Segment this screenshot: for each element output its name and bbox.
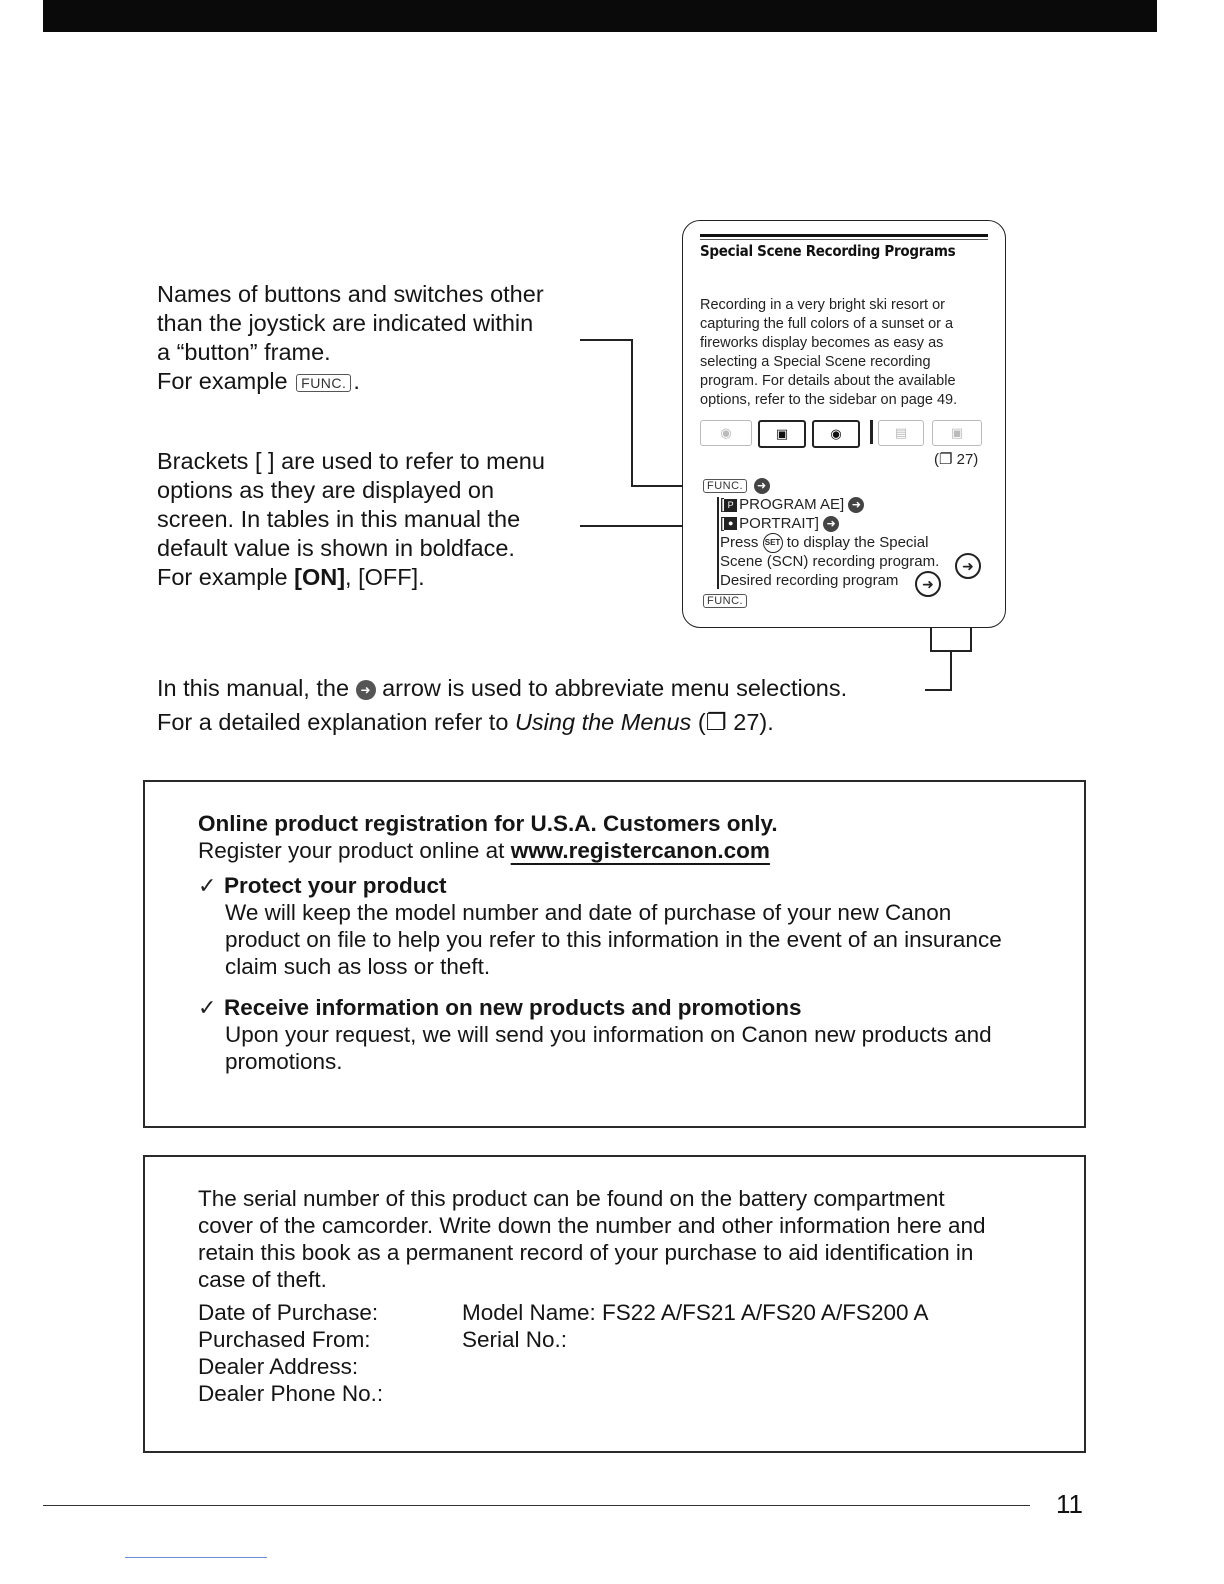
panel-body-line: capturing the full colors of a sunset or a	[700, 316, 954, 332]
func-button-example: FUNC.	[296, 374, 351, 392]
step-program-ae: [ P PROGRAM AE] ➜	[720, 496, 939, 515]
text-line: cover of the camcorder. Write down the number and other information here and	[198, 1213, 986, 1238]
model-name-field: Model Name: FS22 A/FS21 A/FS20 A/FS200 A	[462, 1300, 929, 1325]
playback-photo-icon: ▣	[932, 420, 982, 446]
text-line: case of theft.	[198, 1267, 327, 1292]
next-arrow-icon: ➜	[848, 497, 864, 513]
movie-mode-icon: ▣	[758, 420, 806, 448]
promotions-item: ✓ Receive information on new products and promotions	[198, 995, 802, 1020]
panel-func-end	[701, 592, 749, 610]
text-line: We will keep the model number and date of purchase of your new Canon	[225, 900, 952, 925]
camera-mode-icon: ◉	[812, 420, 860, 448]
page-number: 11	[1056, 1489, 1083, 1519]
registration-heading: Online product registration for U.S.A. Customers only.	[198, 811, 778, 836]
text-line: than the joystick are indicated within	[157, 310, 534, 336]
func-button: FUNC.	[703, 594, 747, 608]
text-line: For example FUNC. .	[157, 368, 360, 394]
bracket-explanation	[157, 447, 587, 592]
text-line: options as they are displayed on	[157, 477, 495, 503]
text-line: a “button” frame.	[157, 339, 331, 365]
auto-mode-icon: ◉	[700, 420, 752, 446]
text-line: For example [ON], [OFF].	[157, 564, 425, 590]
text-line: The serial number of this product can be found on the battery compartment	[198, 1186, 945, 1211]
promotions-text	[198, 1021, 1058, 1075]
record-fields-right	[462, 1299, 1022, 1353]
text-line: screen. In tables in this manual the	[157, 506, 521, 532]
text-line: Upon your request, we will send you information on Canon new products and	[225, 1022, 992, 1047]
circled-arrow-icon: ➜	[955, 553, 981, 579]
step-desired: Desired recording program	[720, 571, 899, 589]
registration-content	[198, 810, 1058, 1075]
protect-item: ✓ Protect your product	[198, 873, 447, 898]
check-icon: ✓	[198, 995, 217, 1020]
next-arrow-icon: ➜	[823, 516, 839, 532]
panel-body-line: fireworks display becomes as easy as	[700, 335, 944, 351]
set-button-icon: SET	[763, 533, 783, 553]
panel-body-line: selecting a Special Scene recording	[700, 354, 931, 370]
circled-arrow-icon: ➜	[915, 571, 941, 597]
text-line: claim such as loss or theft.	[225, 954, 491, 979]
dealer-phone-field: Dealer Phone No.:	[198, 1381, 384, 1406]
protect-text	[198, 899, 1058, 980]
text-line: Names of buttons and switches other	[157, 281, 544, 307]
panel-func-start	[701, 477, 770, 495]
panel-body	[700, 296, 992, 410]
panel-rule	[700, 234, 988, 237]
arrow-icon: ➜	[356, 680, 376, 700]
text-line: product on file to help you refer to this information in the event of an insurance	[225, 927, 1002, 952]
dealer-address-field: Dealer Address:	[198, 1354, 359, 1379]
step-scene: Scene (SCN) recording program.	[720, 553, 940, 570]
mode-separator	[870, 420, 873, 444]
bold-value-example: [ON]	[294, 564, 346, 590]
text-line: For a detailed explanation refer to Using the Menus (❐ 27).	[157, 709, 774, 735]
connector-line	[631, 339, 633, 486]
date-of-purchase-field: Date of Purchase:	[198, 1300, 379, 1325]
panel-body-line: program. For details about the available	[700, 373, 956, 389]
record-fields-left	[198, 1299, 462, 1407]
step-press-set: Press SET to display the Special	[720, 533, 939, 553]
check-icon: ✓	[198, 873, 217, 898]
footer-rule	[43, 1505, 1030, 1506]
purchase-record-content	[198, 1185, 1058, 1407]
procedure-steps	[720, 496, 939, 590]
purchased-from-field: Purchased From:	[198, 1327, 371, 1352]
text-line: promotions.	[225, 1049, 343, 1074]
button-frame-explanation	[157, 280, 587, 396]
panel-rule	[700, 239, 988, 240]
next-arrow-icon: ➜	[754, 478, 770, 494]
serial-number-field: Serial No.:	[462, 1327, 568, 1352]
text-line: retain this book as a permanent record of your purchase to aid identification in	[198, 1240, 974, 1265]
program-ae-icon: P	[724, 499, 737, 512]
arrow-explanation	[157, 671, 937, 739]
panel-title: Special Scene Recording Programs	[700, 242, 956, 260]
footer-mark	[125, 1557, 267, 1558]
panel-body-line: options, refer to the sidebar on page 49.	[700, 392, 958, 408]
text-line: Brackets [ ] are used to refer to menu	[157, 448, 545, 474]
text-line: In this manual, the ➜ arrow is used to abbreviate menu selections.	[157, 675, 848, 701]
record-fields	[198, 1299, 1058, 1407]
header-bar	[43, 0, 1157, 32]
playback-movie-icon: ▤	[878, 420, 924, 446]
register-line: Register your product online at www.registercanon.com	[198, 838, 770, 863]
registration-link[interactable]: www.registercanon.com	[510, 838, 770, 863]
portrait-icon: ●	[724, 517, 737, 530]
func-button: FUNC.	[703, 479, 747, 493]
panel-body-line: Recording in a very bright ski resort or	[700, 297, 945, 313]
step-portrait: [ ● PORTRAIT] ➜	[720, 515, 939, 534]
page-reference: (❐ 27)	[934, 451, 979, 468]
menus-reference: Using the Menus	[514, 709, 692, 735]
connector-line	[950, 650, 952, 690]
step-bracket	[717, 497, 719, 589]
connector-line	[580, 339, 632, 341]
text-line: default value is shown in boldface.	[157, 535, 515, 561]
